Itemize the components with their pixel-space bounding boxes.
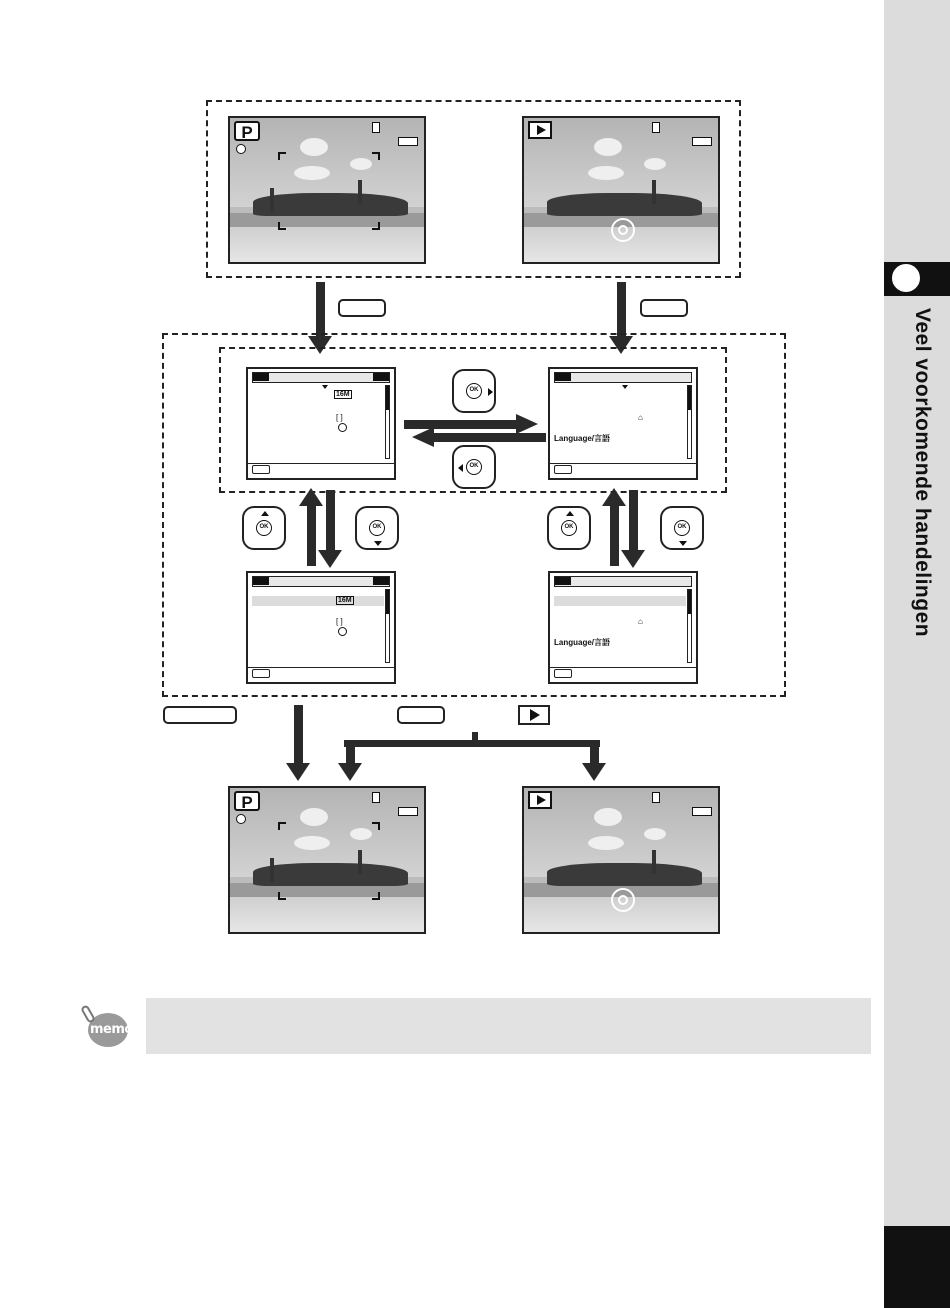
sd-card-icon [652, 792, 660, 803]
ok-right-button[interactable]: OK [452, 369, 496, 413]
menu-footer-icon [252, 465, 270, 474]
sd-card-icon [372, 792, 380, 803]
face-detect-icon [236, 144, 246, 154]
playback-mode-icon [528, 121, 552, 139]
ok-up-button[interactable]: OK [547, 506, 591, 550]
menu-button[interactable] [640, 299, 688, 317]
ok-up-button[interactable]: OK [242, 506, 286, 550]
camera-tab-icon [555, 577, 571, 585]
playback-mode-screen [522, 786, 720, 934]
playback-mode-icon [528, 791, 552, 809]
battery-icon [692, 137, 712, 146]
menu-footer-icon [554, 669, 572, 678]
shutter-release-button[interactable] [163, 706, 237, 724]
wrench-tab-icon [373, 373, 389, 381]
battery-icon [398, 137, 418, 146]
camera-tab-icon [253, 373, 269, 381]
language-setting-label: Language/言語 [554, 638, 611, 647]
record-mode-screen [228, 786, 426, 934]
camera-tab-icon [555, 373, 571, 381]
wrench-tab-icon [373, 577, 389, 585]
ok-down-button[interactable]: OK [355, 506, 399, 550]
language-setting-label: Language/言語 [554, 434, 611, 443]
camera-tab-icon [253, 577, 269, 585]
rec-mode-menu-selected-screen: 16M [ ] [246, 571, 396, 684]
face-detect-icon [236, 814, 246, 824]
menu-footer-icon [554, 465, 572, 474]
battery-icon [692, 807, 712, 816]
memo-box [146, 998, 871, 1054]
sd-card-icon [652, 122, 660, 133]
memo-icon: memo [82, 1005, 130, 1047]
ok-left-button[interactable]: OK [452, 445, 496, 489]
setting-menu-screen: ⌂ Language/言語 [548, 367, 698, 480]
face-detect-icon [338, 627, 347, 636]
recorded-pixels-badge: 16M [336, 391, 350, 398]
menu-button[interactable] [397, 706, 445, 724]
setting-menu-selected-screen: ⌂ Language/言語 [548, 571, 698, 684]
recorded-pixels-badge: 16M [338, 597, 352, 604]
face-detect-icon [338, 423, 347, 432]
playback-button[interactable] [518, 705, 550, 725]
four-way-dial-icon [611, 218, 635, 242]
menu-button[interactable] [338, 299, 386, 317]
record-mode-icon: P [234, 791, 260, 811]
rec-mode-menu-screen: 16M [ ] [246, 367, 396, 480]
section-title: Veel voorkomende handelingen [911, 308, 934, 638]
four-way-dial-icon [611, 888, 635, 912]
ok-down-button[interactable]: OK [660, 506, 704, 550]
page-number-tab [884, 1226, 950, 1308]
battery-icon [398, 807, 418, 816]
record-mode-screen [228, 116, 426, 264]
record-mode-icon: P [234, 121, 260, 141]
chapter-circle-icon [890, 262, 922, 294]
sd-card-icon [372, 122, 380, 133]
menu-footer-icon [252, 669, 270, 678]
playback-mode-screen [522, 116, 720, 264]
